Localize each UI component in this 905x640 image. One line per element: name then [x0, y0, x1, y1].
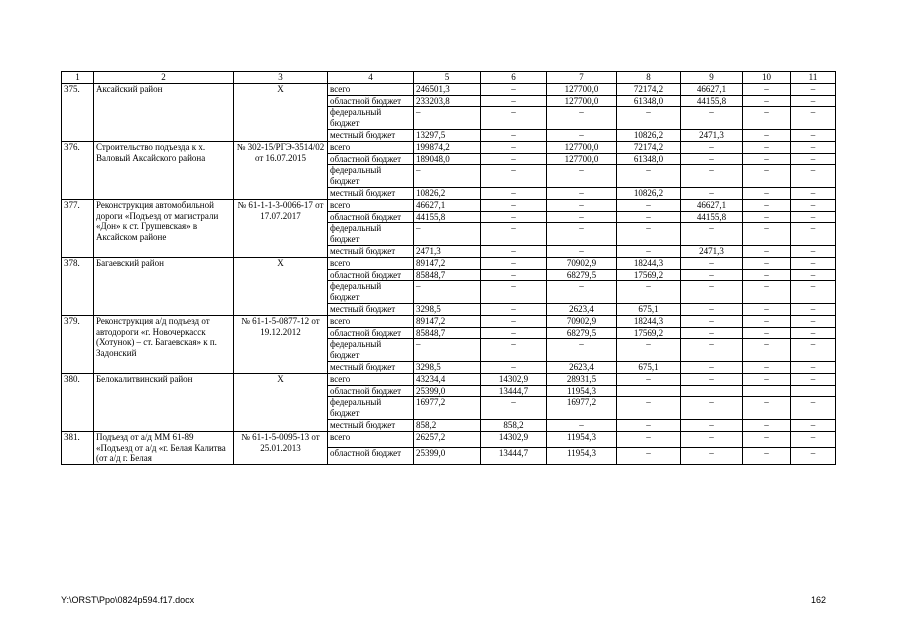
funding-source: областной бюджет [328, 327, 414, 339]
funding-source: всего [328, 83, 414, 95]
value-cell: – [547, 129, 617, 141]
value-cell: – [743, 153, 791, 165]
table-row [62, 199, 836, 211]
table-body [62, 72, 836, 465]
object-name: Строительство подъезда к х. Валовый Аксайского района [94, 141, 234, 199]
value-cell: – [791, 257, 836, 269]
value-cell: 2623,4 [547, 361, 617, 373]
value-cell: 13444,7 [481, 385, 547, 397]
funding-source: федеральный бюджет [328, 107, 414, 130]
table-row [62, 315, 836, 327]
value-cell: – [414, 281, 481, 304]
value-cell: 61348,0 [617, 95, 681, 107]
value-cell: – [481, 199, 547, 211]
value-cell: – [414, 223, 481, 246]
value-cell [617, 385, 681, 397]
header-cell: 9 [681, 72, 743, 84]
value-cell: – [547, 211, 617, 223]
funding-source: областной бюджет [328, 448, 414, 465]
funding-source: федеральный бюджет [328, 223, 414, 246]
value-cell: 858,2 [414, 419, 481, 431]
value-cell: – [681, 448, 743, 465]
value-cell: 13297,5 [414, 129, 481, 141]
funding-source: областной бюджет [328, 153, 414, 165]
value-cell: – [481, 107, 547, 130]
funding-source: областной бюджет [328, 95, 414, 107]
document-ref: № 61-1-5-0095-13 от 25.01.2013 [234, 431, 328, 464]
funding-source: областной бюджет [328, 269, 414, 281]
value-cell: – [791, 129, 836, 141]
value-cell: – [617, 373, 681, 385]
value-cell: – [791, 107, 836, 130]
value-cell: 16977,2 [547, 397, 617, 420]
table-row [62, 141, 836, 153]
value-cell: 18244,3 [617, 315, 681, 327]
value-cell: – [617, 339, 681, 362]
object-name: Реконструкция а/д подъезд от автодороги «г. Новочеркасск (Хотунок) – ст. Багаевская» к п. Задонский [94, 315, 234, 373]
value-cell: – [617, 165, 681, 188]
value-cell: 2471,3 [681, 129, 743, 141]
value-cell: 14302,9 [481, 373, 547, 385]
value-cell: – [791, 419, 836, 431]
object-name: Багаевский район [94, 257, 234, 315]
value-cell: – [547, 187, 617, 199]
value-cell: – [547, 281, 617, 304]
value-cell: – [791, 153, 836, 165]
funding-source: местный бюджет [328, 303, 414, 315]
value-cell: – [743, 257, 791, 269]
value-cell: – [481, 83, 547, 95]
value-cell [791, 385, 836, 397]
header-cell: 11 [791, 72, 836, 84]
value-cell: 26257,2 [414, 431, 481, 448]
table-row [62, 83, 836, 95]
page-number: 162 [811, 595, 827, 605]
funding-source: всего [328, 315, 414, 327]
value-cell: – [743, 269, 791, 281]
row-number: 378. [62, 257, 94, 315]
value-cell: – [743, 373, 791, 385]
value-cell: 46627,1 [414, 199, 481, 211]
value-cell: 44155,8 [414, 211, 481, 223]
value-cell: – [743, 361, 791, 373]
value-cell: – [743, 165, 791, 188]
header-cell: 4 [328, 72, 414, 84]
value-cell: – [791, 361, 836, 373]
object-name: Аксайский район [94, 83, 234, 141]
funding-source: всего [328, 431, 414, 448]
value-cell: – [743, 431, 791, 448]
value-cell: – [481, 153, 547, 165]
value-cell: – [617, 397, 681, 420]
funding-source: всего [328, 257, 414, 269]
value-cell: 127700,0 [547, 141, 617, 153]
value-cell: – [743, 419, 791, 431]
value-cell [681, 385, 743, 397]
row-number: 377. [62, 199, 94, 257]
value-cell: – [681, 141, 743, 153]
value-cell: – [617, 199, 681, 211]
value-cell: – [481, 187, 547, 199]
value-cell: 127700,0 [547, 83, 617, 95]
value-cell: – [681, 373, 743, 385]
value-cell: – [791, 339, 836, 362]
value-cell: – [743, 327, 791, 339]
value-cell: – [481, 211, 547, 223]
value-cell: 3298,5 [414, 303, 481, 315]
value-cell: 46627,1 [681, 83, 743, 95]
value-cell: – [481, 269, 547, 281]
value-cell: 2623,4 [547, 303, 617, 315]
value-cell: 43234,4 [414, 373, 481, 385]
value-cell: 11954,3 [547, 448, 617, 465]
value-cell: 44155,8 [681, 211, 743, 223]
value-cell: 89147,2 [414, 315, 481, 327]
value-cell: – [791, 431, 836, 448]
value-cell: – [547, 199, 617, 211]
row-number: 375. [62, 83, 94, 141]
document-ref: X [234, 373, 328, 431]
value-cell: – [547, 223, 617, 246]
value-cell: 675,1 [617, 361, 681, 373]
document-ref: № 302-15/РГЭ-3514/02 от 16.07.2015 [234, 141, 328, 199]
value-cell: – [743, 245, 791, 257]
value-cell: – [791, 223, 836, 246]
value-cell: – [414, 107, 481, 130]
value-cell: 68279,5 [547, 327, 617, 339]
value-cell: – [481, 397, 547, 420]
value-cell: – [617, 245, 681, 257]
value-cell: – [791, 83, 836, 95]
value-cell: 10826,2 [414, 187, 481, 199]
value-cell: 25399,0 [414, 448, 481, 465]
value-cell: 10826,2 [617, 129, 681, 141]
value-cell: – [743, 315, 791, 327]
value-cell: – [681, 269, 743, 281]
funding-source: местный бюджет [328, 187, 414, 199]
funding-source: всего [328, 141, 414, 153]
value-cell: – [481, 141, 547, 153]
value-cell: – [743, 448, 791, 465]
value-cell: – [791, 327, 836, 339]
header-cell: 5 [414, 72, 481, 84]
value-cell: – [617, 211, 681, 223]
file-path: Y:\ORST\Ppo\0824p594.f17.docx [61, 595, 195, 605]
value-cell: – [743, 107, 791, 130]
value-cell: – [481, 315, 547, 327]
value-cell: 70902,9 [547, 257, 617, 269]
row-number: 380. [62, 373, 94, 431]
value-cell: 199874,2 [414, 141, 481, 153]
value-cell: – [617, 448, 681, 465]
value-cell: – [743, 141, 791, 153]
value-cell: – [743, 339, 791, 362]
document-ref: X [234, 257, 328, 315]
value-cell: 14302,9 [481, 431, 547, 448]
value-cell: – [681, 257, 743, 269]
value-cell: – [617, 431, 681, 448]
value-cell: – [791, 281, 836, 304]
value-cell: – [414, 165, 481, 188]
value-cell: 858,2 [481, 419, 547, 431]
header-cell: 10 [743, 72, 791, 84]
value-cell: 675,1 [617, 303, 681, 315]
value-cell: 25399,0 [414, 385, 481, 397]
value-cell: 11954,3 [547, 385, 617, 397]
funding-source: всего [328, 199, 414, 211]
value-cell: – [681, 397, 743, 420]
value-cell: 17569,2 [617, 327, 681, 339]
header-cell: 2 [94, 72, 234, 84]
value-cell: 127700,0 [547, 95, 617, 107]
value-cell: 3298,5 [414, 361, 481, 373]
value-cell: – [681, 303, 743, 315]
value-cell: – [791, 199, 836, 211]
value-cell: 72174,2 [617, 141, 681, 153]
value-cell: – [617, 419, 681, 431]
value-cell: 189048,0 [414, 153, 481, 165]
row-number: 379. [62, 315, 94, 373]
value-cell: – [481, 303, 547, 315]
value-cell: – [791, 95, 836, 107]
value-cell: 18244,3 [617, 257, 681, 269]
funding-source: федеральный бюджет [328, 165, 414, 188]
value-cell: – [681, 315, 743, 327]
value-cell: – [791, 448, 836, 465]
value-cell: – [681, 187, 743, 199]
value-cell: – [547, 339, 617, 362]
funding-source: местный бюджет [328, 361, 414, 373]
header-cell: 8 [617, 72, 681, 84]
value-cell: – [481, 281, 547, 304]
value-cell: – [481, 339, 547, 362]
value-cell: – [681, 107, 743, 130]
document-ref: № 61-1-5-0877-12 от 19.12.2012 [234, 315, 328, 373]
value-cell: – [791, 245, 836, 257]
value-cell: 10826,2 [617, 187, 681, 199]
value-cell: – [791, 141, 836, 153]
header-cell: 1 [62, 72, 94, 84]
funding-source: областной бюджет [328, 211, 414, 223]
object-name: Подъезд от а/д ММ 61-89 «Подъезд от а/д «г. Белая Калитва (от а/д г. Белая [94, 431, 234, 464]
value-cell: – [481, 95, 547, 107]
value-cell: – [681, 419, 743, 431]
value-cell: – [481, 257, 547, 269]
value-cell: – [481, 165, 547, 188]
row-number: 381. [62, 431, 94, 464]
value-cell: 2471,3 [414, 245, 481, 257]
table-row [62, 373, 836, 385]
value-cell: – [681, 361, 743, 373]
value-cell: 44155,8 [681, 95, 743, 107]
funding-source: местный бюджет [328, 419, 414, 431]
document-ref: № 61-1-1-3-0066-17 от 17.07.2017 [234, 199, 328, 257]
value-cell: 61348,0 [617, 153, 681, 165]
value-cell: – [681, 431, 743, 448]
funding-source: местный бюджет [328, 129, 414, 141]
value-cell: 85848,7 [414, 269, 481, 281]
value-cell: – [743, 397, 791, 420]
value-cell: 70902,9 [547, 315, 617, 327]
value-cell: – [547, 107, 617, 130]
value-cell: – [481, 223, 547, 246]
value-cell: 68279,5 [547, 269, 617, 281]
funding-source: федеральный бюджет [328, 339, 414, 362]
value-cell: 233203,8 [414, 95, 481, 107]
value-cell: – [791, 165, 836, 188]
header-cell: 7 [547, 72, 617, 84]
value-cell: 72174,2 [617, 83, 681, 95]
value-cell: – [547, 165, 617, 188]
value-cell: – [743, 95, 791, 107]
value-cell: – [791, 187, 836, 199]
value-cell: – [617, 223, 681, 246]
value-cell: – [547, 245, 617, 257]
value-cell: 2471,3 [681, 245, 743, 257]
value-cell: 17569,2 [617, 269, 681, 281]
value-cell: – [481, 245, 547, 257]
value-cell: 85848,7 [414, 327, 481, 339]
document-ref: X [234, 83, 328, 141]
value-cell: – [743, 129, 791, 141]
table-row [62, 257, 836, 269]
funding-source: федеральный бюджет [328, 281, 414, 304]
value-cell: – [743, 199, 791, 211]
value-cell: 127700,0 [547, 153, 617, 165]
funding-source: местный бюджет [328, 245, 414, 257]
header-row [62, 72, 836, 84]
value-cell: 46627,1 [681, 199, 743, 211]
object-name: Белокалитвинский район [94, 373, 234, 431]
value-cell: – [791, 269, 836, 281]
value-cell: – [743, 281, 791, 304]
funding-source: федеральный бюджет [328, 397, 414, 420]
value-cell: – [481, 327, 547, 339]
value-cell: – [743, 303, 791, 315]
value-cell: 89147,2 [414, 257, 481, 269]
value-cell: – [547, 419, 617, 431]
value-cell: – [681, 281, 743, 304]
value-cell: – [681, 165, 743, 188]
header-cell: 6 [481, 72, 547, 84]
value-cell: – [791, 373, 836, 385]
header-cell: 3 [234, 72, 328, 84]
value-cell: 13444,7 [481, 448, 547, 465]
value-cell: – [791, 315, 836, 327]
value-cell: – [681, 327, 743, 339]
value-cell: – [791, 211, 836, 223]
value-cell: – [617, 107, 681, 130]
value-cell: – [681, 153, 743, 165]
value-cell: 16977,2 [414, 397, 481, 420]
row-number: 376. [62, 141, 94, 199]
funding-source: областной бюджет [328, 385, 414, 397]
value-cell: 246501,3 [414, 83, 481, 95]
value-cell: – [617, 281, 681, 304]
value-cell: – [743, 187, 791, 199]
value-cell: – [681, 339, 743, 362]
value-cell [743, 385, 791, 397]
value-cell: – [743, 223, 791, 246]
value-cell: – [743, 211, 791, 223]
value-cell: – [791, 303, 836, 315]
value-cell: – [743, 83, 791, 95]
budget-table [61, 71, 836, 465]
value-cell: 28931,5 [547, 373, 617, 385]
table-row [62, 431, 836, 448]
value-cell: – [791, 397, 836, 420]
value-cell: – [414, 339, 481, 362]
value-cell: 11954,3 [547, 431, 617, 448]
value-cell: – [681, 223, 743, 246]
value-cell: – [481, 129, 547, 141]
value-cell: – [481, 361, 547, 373]
object-name: Реконструкция автомобильной дороги «Подъезд от магистрали «Дон» к ст. Грушевская» в Аксайском районе [94, 199, 234, 257]
funding-source: всего [328, 373, 414, 385]
